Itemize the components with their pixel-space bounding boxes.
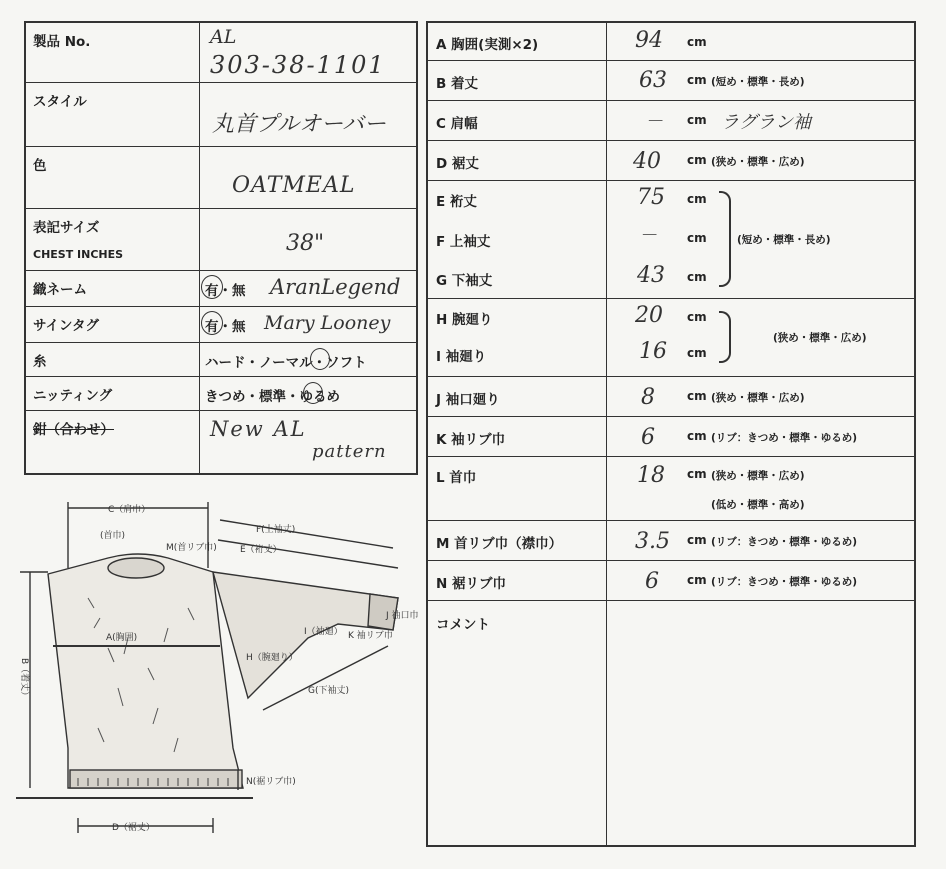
circle-mark-icon (201, 311, 223, 335)
comment-field (607, 600, 916, 846)
label-product-no: 製品 No. (25, 22, 200, 82)
collar-icon (108, 558, 164, 578)
row-k (427, 416, 915, 456)
size-label-jp: 表記サイズ (33, 219, 100, 236)
label-m: M 首リブ巾（襟巾） (436, 535, 563, 552)
unit-cm: cm (687, 152, 707, 167)
label-i-diagram: I（袖廻） (304, 627, 343, 637)
row-yarn (25, 342, 417, 376)
value-k: 6 (641, 424, 655, 450)
value-n: 6 (645, 568, 659, 594)
value-h: 20 (635, 302, 663, 328)
brace-icon (719, 191, 731, 287)
brace-icon (719, 311, 731, 363)
unit-cm: cm (687, 572, 707, 587)
circle-mark-icon (310, 348, 330, 370)
row-j (427, 376, 915, 416)
value-d: 40 (633, 148, 661, 174)
options-n: (リブ：きつめ・標準・ゆるめ) (711, 575, 858, 588)
circle-mark-icon (303, 382, 323, 404)
product-info-table (24, 21, 418, 475)
product-no-line2: 303-38-1101 (210, 51, 386, 79)
unit-cm: cm (687, 428, 707, 443)
label-sign-tag: サインタグ (25, 306, 200, 342)
label-m-diagram: M(首リブ巾) (166, 543, 217, 553)
label-a: A 胸囲(実測×2) (436, 37, 539, 53)
row-m (427, 520, 915, 560)
unit-cm: cm (687, 191, 707, 206)
value-g: 43 (637, 262, 665, 288)
label-f: F 上袖丈 (436, 233, 491, 250)
unit-cm: cm (687, 309, 707, 324)
label-c-diagram: C（肩巾） (108, 505, 151, 515)
unit-cm: cm (687, 269, 707, 284)
size-value: 38" (286, 230, 325, 256)
label-n-diagram: N(裾リブ巾) (246, 777, 296, 787)
unit-cm: cm (687, 532, 707, 547)
label-d-diagram: D（裾丈） (112, 823, 155, 833)
row-style (25, 82, 417, 146)
row-product-no (25, 22, 417, 82)
row-b (427, 60, 915, 100)
row-comment (427, 600, 915, 846)
yarn-options: ハード・ノーマル・ソフト (205, 354, 367, 371)
options-k: (リブ：きつめ・標準・ゆるめ) (711, 431, 858, 444)
pattern-line2: pattern (312, 440, 387, 462)
row-c (427, 100, 915, 140)
unit-cm: cm (687, 388, 707, 403)
value-f: － (639, 224, 657, 246)
name-tag-options: 有・無 (205, 282, 246, 299)
label-b: B 着丈 (436, 75, 478, 92)
label-g: G 下袖丈 (436, 272, 493, 289)
label-l-diagram: (首巾) (100, 531, 126, 541)
sign-tag-options: 有・無 (205, 318, 246, 335)
row-n (427, 560, 915, 600)
row-color (25, 146, 417, 208)
row-a (427, 22, 915, 60)
value-b: 63 (639, 67, 667, 93)
value-i: 16 (639, 338, 667, 364)
sweater-body-icon (48, 554, 243, 788)
unit-cm: cm (687, 345, 707, 360)
value-c: － (645, 110, 663, 132)
row-sign-tag (25, 306, 417, 342)
label-l: L 首巾 (436, 469, 477, 486)
style-value: 丸首プルオーバー (212, 111, 387, 137)
size-label-en: CHEST INCHES (33, 247, 124, 261)
label-h-diagram: H（腕廻り） (246, 653, 298, 663)
value-m: 3.5 (635, 528, 670, 554)
label-e: E 裄丈 (436, 193, 477, 210)
unit-cm: cm (687, 72, 707, 87)
row-efg (427, 180, 915, 298)
unit-cm: cm (687, 112, 707, 127)
label-k-diagram: K 袖リブ巾 (348, 631, 393, 641)
label-b-diagram: B（着丈） (19, 658, 29, 701)
options-efg: (短め・標準・長め) (737, 233, 831, 246)
label-color: 色 (25, 146, 200, 208)
row-name-tag (25, 270, 417, 306)
unit-cm: cm (687, 230, 707, 245)
row-d (427, 140, 915, 180)
options-j: (狭め・標準・広め) (711, 391, 805, 404)
label-a-diagram: A(胸囲) (106, 633, 138, 643)
row-hi (427, 298, 915, 376)
circle-mark-icon (201, 275, 223, 299)
sweater-diagram (8, 488, 428, 848)
label-h: H 腕廻り (436, 311, 493, 328)
options-b: (短め・標準・長め) (711, 75, 805, 88)
label-f-diagram: F(上袖丈) (256, 525, 296, 535)
row-pattern (25, 410, 417, 474)
options-m: (リブ：きつめ・標準・ゆるめ) (711, 535, 858, 548)
options-l: (狭め・標準・広め) (711, 469, 805, 482)
label-n: N 裾リブ巾 (436, 575, 506, 592)
product-no-line1: AL (210, 26, 237, 48)
row-size (25, 208, 417, 270)
label-k: K 袖リブ巾 (436, 431, 506, 448)
sign-tag-value: Mary Looney (264, 311, 391, 334)
label-g-diagram: G(下袖丈) (308, 686, 349, 696)
row-l (427, 456, 915, 520)
label-c: C 肩幅 (436, 115, 478, 132)
label-d: D 裾丈 (436, 155, 479, 172)
row-knitting (25, 376, 417, 410)
label-comment: コメント (436, 616, 490, 633)
label-yarn: 糸 (25, 342, 200, 376)
label-style: スタイル (25, 82, 200, 146)
value-l: 18 (637, 462, 665, 488)
color-value: OATMEAL (232, 172, 356, 198)
label-i: I 袖廻り (436, 348, 487, 365)
options-hi: (狭め・標準・広め) (773, 331, 867, 344)
unit-cm: cm (687, 35, 707, 49)
value-a: 94 (635, 28, 663, 53)
knitting-options: きつめ・標準・ゆるめ (205, 388, 340, 405)
options-l2: (低め・標準・高め) (711, 498, 805, 511)
label-name-tag: 織ネーム (25, 270, 200, 306)
pattern-line1: New AL (210, 416, 307, 441)
hem-rib-icon (70, 770, 242, 788)
label-pattern: 鉗（合わせ） (33, 421, 114, 438)
label-knitting: ニッティング (25, 376, 200, 410)
note-c: ラグラン袖 (721, 111, 811, 133)
measurement-table (426, 21, 916, 847)
unit-cm: cm (687, 466, 707, 481)
label-e-diagram: E（裄丈） (240, 545, 282, 555)
label-size (25, 208, 200, 270)
label-j-diagram: J 袖口巾 (386, 611, 419, 621)
label-j: J 袖口廻り (436, 391, 500, 408)
name-tag-value: AranLegend (270, 274, 401, 299)
value-j: 8 (641, 384, 655, 410)
value-e: 75 (637, 184, 665, 210)
value-product-no (200, 22, 418, 82)
options-d: (狭め・標準・広め) (711, 155, 805, 168)
